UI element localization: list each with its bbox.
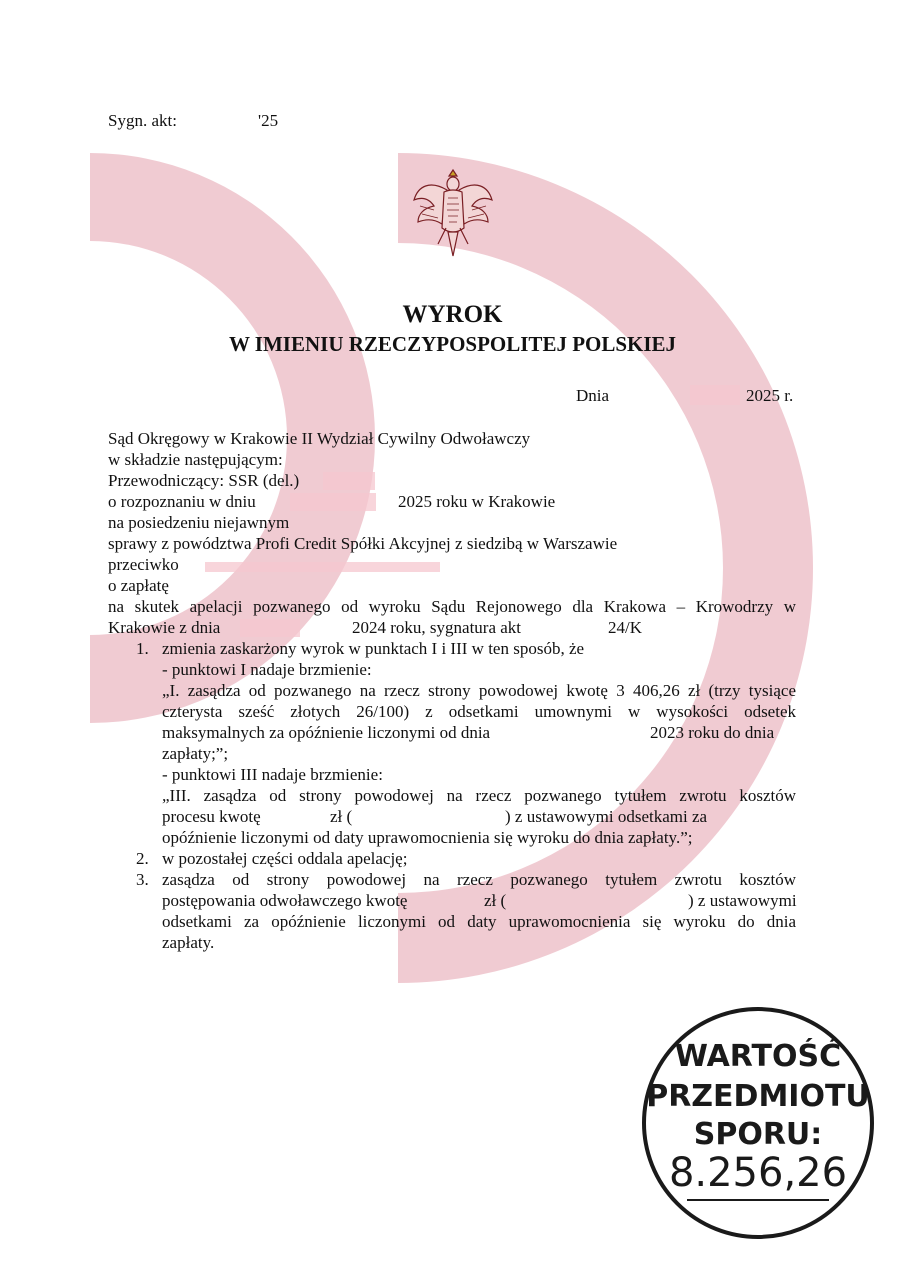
watermark-right-arc <box>398 153 813 983</box>
appeal-line-2-mid: 2024 roku, sygnatura akt <box>352 618 522 637</box>
polish-eagle-emblem-icon <box>410 166 496 262</box>
session-type: na posiedzeniu niejawnym <box>108 513 290 532</box>
stamp-value: 8.256,26 <box>668 1150 848 1196</box>
date-suffix: 2025 r. <box>746 386 794 405</box>
point-3-line-2-suffix: ) z ustawowymi odsetkami za <box>505 807 708 826</box>
redaction <box>690 385 740 405</box>
redaction <box>323 472 375 490</box>
redaction <box>205 562 440 572</box>
court-name: Sąd Okręgowy w Krakowie II Wydział Cywilny Odwoławczy <box>108 429 531 448</box>
item-1-number: 1. <box>136 639 149 658</box>
case-subject: o zapłatę <box>108 576 169 595</box>
point-1-line-3-suffix: 2023 roku do dnia <box>650 723 775 742</box>
point-1-line-2: czterysta sześć złotych 26/100) z odsetkami umownymi w wysokości odsetek <box>162 702 796 721</box>
item-3-line-2-prefix: postępowania odwoławczego kwotę <box>162 891 408 910</box>
case-signature-suffix: '25 <box>258 111 279 130</box>
point-1-label: - punktowi I nadaje brzmienie: <box>162 660 372 679</box>
point-3-line-3: opóźnienie liczonymi od daty uprawomocnienia się wyroku do dnia zapłaty.”; <box>162 828 693 847</box>
document-subtitle: W IMIENIU RZECZYPOSPOLITEJ POLSKIEJ <box>228 332 677 356</box>
item-2-text: w pozostałej części oddala apelację; <box>162 849 408 868</box>
point-3-line-2-mid: zł ( <box>330 807 353 826</box>
item-3-line-4: zapłaty. <box>162 933 215 952</box>
point-1-line-3-prefix: maksymalnych za opóźnienie liczonymi od dnia <box>162 723 491 742</box>
appeal-line-2-prefix: Krakowie z dnia <box>108 618 221 637</box>
document-title: WYROK <box>402 301 503 328</box>
appeal-line-2-suffix: 24/K <box>608 618 642 637</box>
hearing-date-suffix: 2025 roku w Krakowie <box>398 492 556 511</box>
point-1-line-1: „I. zasądza od pozwanego na rzecz strony powodowej kwotę 3 406,26 zł (trzy tysiące <box>162 681 796 700</box>
case-parties: sprawy z powództwa Profi Credit Spółki Akcyjnej z siedzibą w Warszawie <box>108 534 618 553</box>
hearing-date-prefix: o rozpoznaniu w dniu <box>108 492 256 511</box>
redaction <box>290 493 376 511</box>
point-1-line-4: zapłaty;”; <box>162 744 229 763</box>
case-signature-label: Sygn. akt: <box>108 111 177 130</box>
item-3-line-1: zasądza od strony powodowej na rzecz pozwanego tytułem zwrotu kosztów <box>162 870 796 889</box>
against-label: przeciwko <box>108 555 179 574</box>
composition-label: w składzie następującym: <box>108 450 283 469</box>
item-3-line-2-mid: zł ( <box>484 891 507 910</box>
redaction <box>240 619 300 637</box>
item-3-line-3: odsetkami za opóźnienie liczonymi od daty uprawomocnienia się wyroku do dnia <box>162 912 796 931</box>
item-3-number: 3. <box>136 870 149 889</box>
stamp-line-1: WARTOŚĆ <box>674 1039 842 1074</box>
point-3-label: - punktowi III nadaje brzmienie: <box>162 765 383 784</box>
item-1-text: zmienia zaskarżony wyrok w punktach I i III w ten sposób, że <box>162 639 585 658</box>
presiding-judge: Przewodniczący: SSR (del.) <box>108 471 300 490</box>
appeal-line-1: na skutek apelacji pozwanego od wyroku Sądu Rejonowego dla Krakowa – Krowodrzy w <box>108 597 796 616</box>
stamp-line-2: PRZEDMIOTU <box>646 1079 870 1114</box>
item-2-number: 2. <box>136 849 149 868</box>
point-3-line-1: „III. zasądza od strony powodowej na rzecz pozwanego tytułem zwrotu kosztów <box>162 786 796 805</box>
item-3-line-2-suffix: ) z ustawowymi <box>688 891 797 910</box>
stamp-line-3: SPORU: <box>693 1117 823 1152</box>
point-3-line-2-prefix: procesu kwotę <box>162 807 261 826</box>
date-prefix: Dnia <box>576 386 610 405</box>
